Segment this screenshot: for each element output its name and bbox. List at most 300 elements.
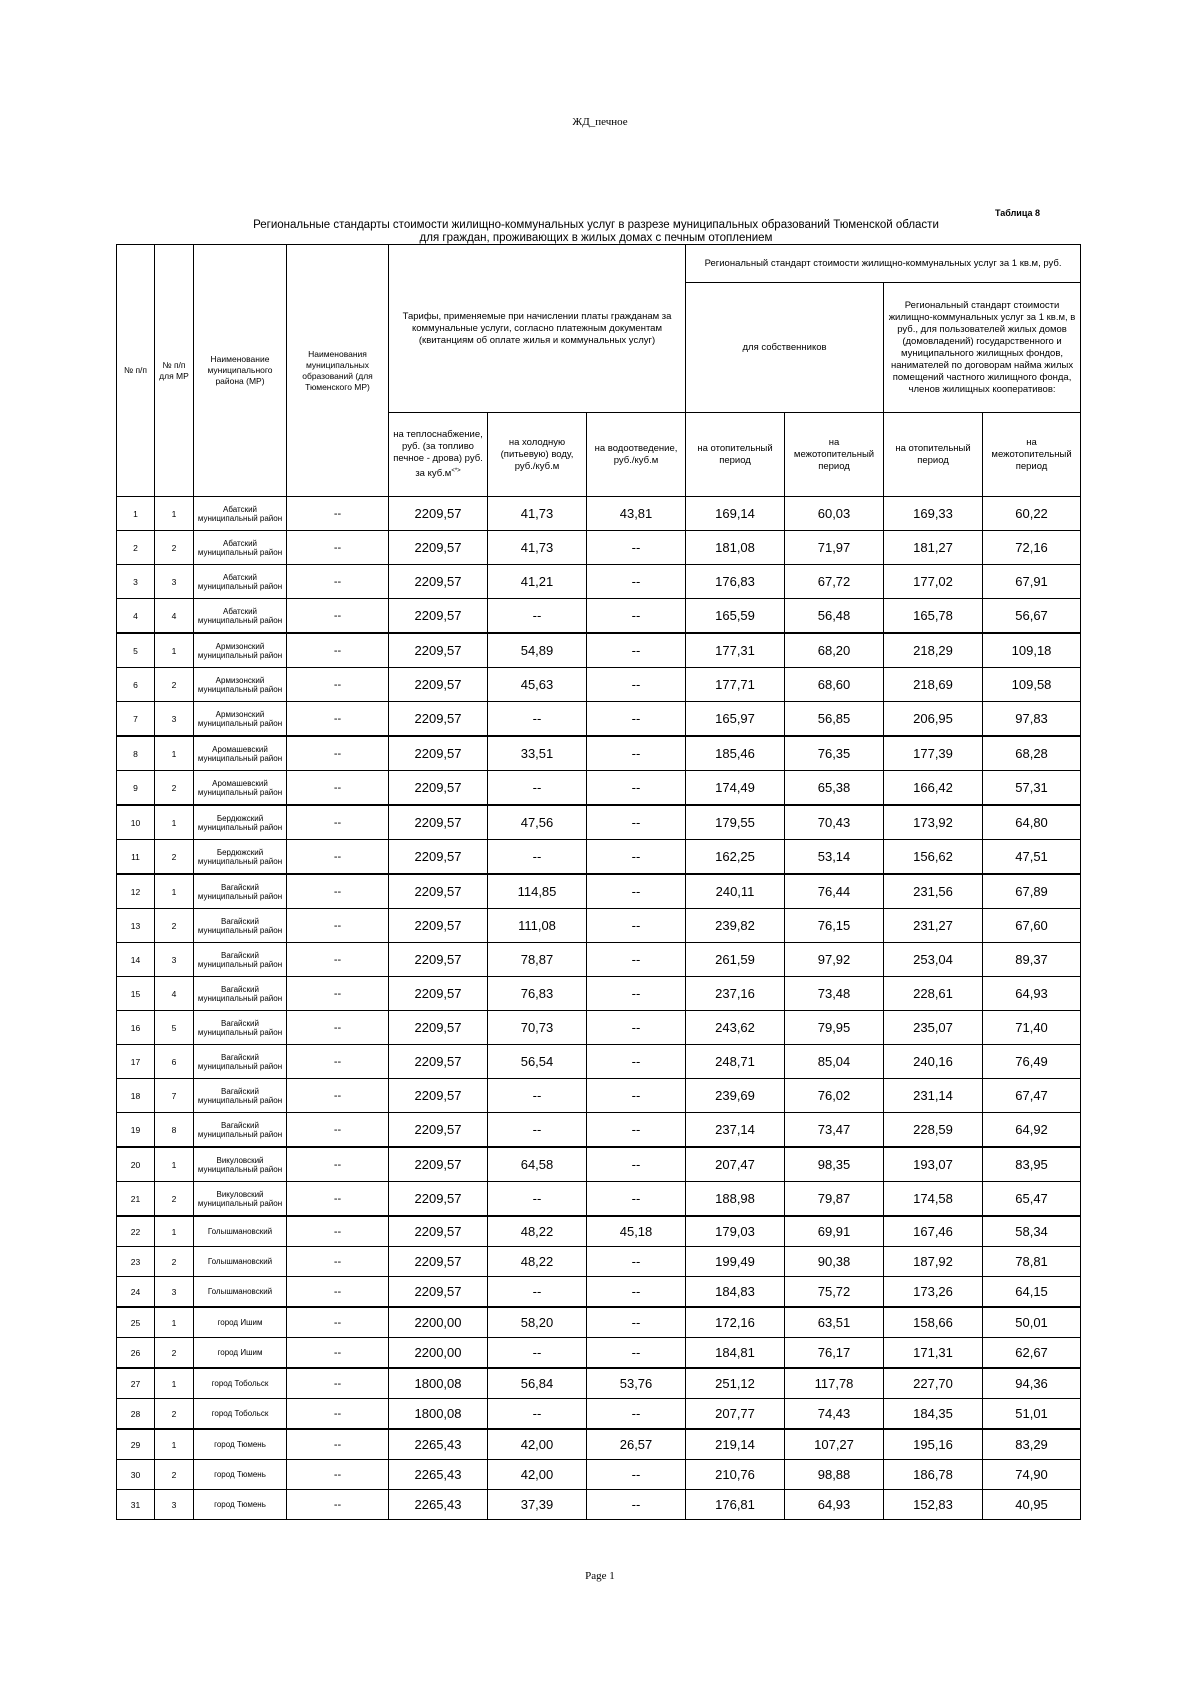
cell-heat-tariff: 2209,57 — [389, 1216, 488, 1247]
cell-district: город Тюмень — [194, 1429, 287, 1460]
cell-owners-non-heating: 76,44 — [785, 874, 884, 909]
cell-tenants-non-heating: 109,18 — [983, 633, 1081, 668]
cell-heat-tariff: 2209,57 — [389, 874, 488, 909]
cell-num: 6 — [117, 668, 155, 702]
cell-district: Абатский муниципальный район — [194, 497, 287, 531]
cell-cold-water-tariff: 56,54 — [488, 1045, 587, 1079]
cell-tenants-non-heating: 58,34 — [983, 1216, 1081, 1247]
cell-tenants-heating: 227,70 — [884, 1368, 983, 1399]
cell-cold-water-tariff: 64,58 — [488, 1147, 587, 1182]
cell-owners-non-heating: 69,91 — [785, 1216, 884, 1247]
cell-cold-water-tariff: -- — [488, 1338, 587, 1369]
cell-tenants-non-heating: 57,31 — [983, 771, 1081, 806]
cell-cold-water-tariff: 41,73 — [488, 497, 587, 531]
cell-owners-non-heating: 74,43 — [785, 1399, 884, 1430]
col-header-num-mr: № п/п для МР — [155, 245, 194, 497]
col-header-owners-non-heating: на межотопительный период — [785, 413, 884, 497]
cell-num: 3 — [117, 565, 155, 599]
cell-cold-water-tariff: 42,00 — [488, 1460, 587, 1490]
cell-owners-non-heating: 98,35 — [785, 1147, 884, 1182]
cell-municipality: -- — [287, 1045, 389, 1079]
table-row — [117, 1079, 1081, 1113]
cell-num: 13 — [117, 909, 155, 943]
cell-num: 12 — [117, 874, 155, 909]
cell-heat-tariff: 2209,57 — [389, 1045, 488, 1079]
cell-num: 30 — [117, 1460, 155, 1490]
cell-cold-water-tariff: 114,85 — [488, 874, 587, 909]
cell-cold-water-tariff: 58,20 — [488, 1307, 587, 1338]
cell-tenants-non-heating: 64,15 — [983, 1277, 1081, 1308]
cell-cold-water-tariff: -- — [488, 840, 587, 875]
cell-num-mr: 5 — [155, 1011, 194, 1045]
cell-drainage-tariff: -- — [587, 1247, 686, 1277]
cell-num-mr: 1 — [155, 1147, 194, 1182]
cell-num: 22 — [117, 1216, 155, 1247]
table-row — [117, 805, 1081, 840]
cell-heat-tariff: 2209,57 — [389, 771, 488, 806]
cell-heat-tariff: 2209,57 — [389, 531, 488, 565]
cell-tenants-non-heating: 72,16 — [983, 531, 1081, 565]
cell-heat-tariff: 2209,57 — [389, 1147, 488, 1182]
table-row — [117, 668, 1081, 702]
table-row — [117, 771, 1081, 806]
table-row — [117, 977, 1081, 1011]
table-row — [117, 1011, 1081, 1045]
cell-cold-water-tariff: 111,08 — [488, 909, 587, 943]
cell-heat-tariff: 2209,57 — [389, 943, 488, 977]
cell-owners-heating: 179,55 — [686, 805, 785, 840]
cell-cold-water-tariff: 37,39 — [488, 1490, 587, 1520]
cell-num-mr: 2 — [155, 668, 194, 702]
cell-heat-tariff: 2265,43 — [389, 1460, 488, 1490]
cell-heat-tariff: 2209,57 — [389, 497, 488, 531]
col-header-owners-heating: на отопительный период — [686, 413, 785, 497]
cell-district: Вагайский муниципальный район — [194, 1113, 287, 1148]
cell-owners-heating: 248,71 — [686, 1045, 785, 1079]
cell-num-mr: 1 — [155, 497, 194, 531]
cell-num: 5 — [117, 633, 155, 668]
cell-owners-non-heating: 76,15 — [785, 909, 884, 943]
cell-municipality: -- — [287, 1307, 389, 1338]
table-row — [117, 1147, 1081, 1182]
cell-num: 21 — [117, 1182, 155, 1217]
cell-cold-water-tariff: -- — [488, 1079, 587, 1113]
table-row — [117, 633, 1081, 668]
cell-district: город Ишим — [194, 1338, 287, 1369]
cell-municipality: -- — [287, 874, 389, 909]
cell-owners-non-heating: 68,60 — [785, 668, 884, 702]
cell-num-mr: 3 — [155, 1277, 194, 1308]
cell-owners-non-heating: 53,14 — [785, 840, 884, 875]
cell-num: 29 — [117, 1429, 155, 1460]
cell-drainage-tariff: -- — [587, 668, 686, 702]
cell-district: Голышмановский — [194, 1277, 287, 1308]
cell-owners-non-heating: 79,87 — [785, 1182, 884, 1217]
cell-num-mr: 2 — [155, 909, 194, 943]
cell-drainage-tariff: -- — [587, 977, 686, 1011]
table-row — [117, 1113, 1081, 1148]
cell-owners-heating: 188,98 — [686, 1182, 785, 1217]
col-header-district: Наименование муниципального района (МР) — [194, 245, 287, 497]
col-header-tariffs-group: Тарифы, применяемые при начислении платы гражданам за коммунальные услуги, согласно платежным документам (квитанциям об оплате жилья и коммунальных услуг) — [389, 245, 686, 413]
table-row — [117, 909, 1081, 943]
cell-num: 7 — [117, 702, 155, 737]
cell-num-mr: 8 — [155, 1113, 194, 1148]
cell-municipality: -- — [287, 1113, 389, 1148]
cell-district: Вагайский муниципальный район — [194, 1079, 287, 1113]
cell-num: 16 — [117, 1011, 155, 1045]
cell-cold-water-tariff: -- — [488, 599, 587, 634]
cell-drainage-tariff: -- — [587, 1460, 686, 1490]
cell-heat-tariff: 2209,57 — [389, 1011, 488, 1045]
cell-tenants-heating: 169,33 — [884, 497, 983, 531]
table-title-line-2: для граждан, проживающих в жилых домах с печным отоплением — [419, 232, 773, 244]
cell-tenants-non-heating: 64,92 — [983, 1113, 1081, 1148]
cell-tenants-non-heating: 109,58 — [983, 668, 1081, 702]
col-header-heat-label: на теплоснабжение, руб. (за топливо печное - дрова) руб. за куб.м — [393, 428, 483, 480]
cell-district: Голышмановский — [194, 1247, 287, 1277]
cell-municipality: -- — [287, 840, 389, 875]
cell-owners-heating: 261,59 — [686, 943, 785, 977]
cell-district: Вагайский муниципальный район — [194, 977, 287, 1011]
cell-num-mr: 2 — [155, 771, 194, 806]
table-row — [117, 531, 1081, 565]
cell-num: 4 — [117, 599, 155, 634]
cell-municipality: -- — [287, 1216, 389, 1247]
table-row — [117, 1045, 1081, 1079]
cell-tenants-non-heating: 64,93 — [983, 977, 1081, 1011]
cell-drainage-tariff: -- — [587, 702, 686, 737]
cell-num-mr: 2 — [155, 1338, 194, 1369]
cell-tenants-non-heating: 64,80 — [983, 805, 1081, 840]
cell-tenants-heating: 235,07 — [884, 1011, 983, 1045]
cell-tenants-heating: 152,83 — [884, 1490, 983, 1520]
cell-owners-heating: 199,49 — [686, 1247, 785, 1277]
cell-tenants-non-heating: 78,81 — [983, 1247, 1081, 1277]
cell-drainage-tariff: -- — [587, 874, 686, 909]
cell-owners-heating: 239,82 — [686, 909, 785, 943]
cell-cold-water-tariff: 56,84 — [488, 1368, 587, 1399]
page-footer: Page 1 — [585, 1570, 615, 1582]
cell-owners-heating: 237,16 — [686, 977, 785, 1011]
cell-num-mr: 7 — [155, 1079, 194, 1113]
cell-cold-water-tariff: 45,63 — [488, 668, 587, 702]
cell-tenants-heating: 228,61 — [884, 977, 983, 1011]
cell-tenants-heating: 184,35 — [884, 1399, 983, 1430]
cell-heat-tariff: 2209,57 — [389, 1182, 488, 1217]
cell-num: 14 — [117, 943, 155, 977]
table-title — [116, 219, 1076, 245]
table-row — [117, 1368, 1081, 1399]
table-row — [117, 599, 1081, 634]
cell-owners-non-heating: 56,48 — [785, 599, 884, 634]
cell-tenants-heating: 173,92 — [884, 805, 983, 840]
cell-owners-heating: 177,31 — [686, 633, 785, 668]
cell-tenants-non-heating: 97,83 — [983, 702, 1081, 737]
cell-num: 26 — [117, 1338, 155, 1369]
cell-drainage-tariff: 45,18 — [587, 1216, 686, 1247]
cell-district: Вагайский муниципальный район — [194, 943, 287, 977]
cell-drainage-tariff: -- — [587, 1182, 686, 1217]
table-row — [117, 1338, 1081, 1369]
cell-owners-heating: 207,47 — [686, 1147, 785, 1182]
col-header-tenants: Региональный стандарт стоимости жилищно-коммунальных услуг за 1 кв.м, в руб., для пользователей жилых домов (домовладений) государственного и муниципального жилищных фондов, нанимателей по договорам найма жилых помещений частного жилищного фонда, членов жилищных кооперативов: — [884, 283, 1081, 413]
cell-municipality: -- — [287, 702, 389, 737]
cell-cold-water-tariff: 54,89 — [488, 633, 587, 668]
cell-municipality: -- — [287, 1277, 389, 1308]
cell-drainage-tariff: -- — [587, 1307, 686, 1338]
cell-drainage-tariff: -- — [587, 1277, 686, 1308]
cell-tenants-heating: 231,27 — [884, 909, 983, 943]
cell-owners-non-heating: 85,04 — [785, 1045, 884, 1079]
cell-district: Голышмановский — [194, 1216, 287, 1247]
cell-tenants-heating: 240,16 — [884, 1045, 983, 1079]
cell-num: 19 — [117, 1113, 155, 1148]
cell-heat-tariff: 2209,57 — [389, 1113, 488, 1148]
cell-tenants-heating: 218,69 — [884, 668, 983, 702]
cell-owners-heating: 184,83 — [686, 1277, 785, 1308]
cell-owners-heating: 176,81 — [686, 1490, 785, 1520]
cell-tenants-non-heating: 50,01 — [983, 1307, 1081, 1338]
cell-district: Абатский муниципальный район — [194, 565, 287, 599]
cell-district: город Тобольск — [194, 1399, 287, 1430]
cell-tenants-non-heating: 67,89 — [983, 874, 1081, 909]
cell-district: Вагайский муниципальный район — [194, 909, 287, 943]
cell-num: 20 — [117, 1147, 155, 1182]
cell-heat-tariff: 2200,00 — [389, 1338, 488, 1369]
col-header-num: № п/п — [117, 245, 155, 497]
table-header — [117, 245, 1081, 497]
cell-num-mr: 1 — [155, 805, 194, 840]
cell-num: 24 — [117, 1277, 155, 1308]
cell-tenants-heating: 193,07 — [884, 1147, 983, 1182]
cell-tenants-non-heating: 68,28 — [983, 736, 1081, 771]
cell-tenants-heating: 165,78 — [884, 599, 983, 634]
cell-municipality: -- — [287, 1460, 389, 1490]
cell-cold-water-tariff: 33,51 — [488, 736, 587, 771]
cell-owners-heating: 210,76 — [686, 1460, 785, 1490]
table-title-line-1: Региональные стандарты стоимости жилищно-коммунальных услуг в разрезе муниципальных образований Тюменской области — [253, 219, 939, 231]
cell-owners-heating: 219,14 — [686, 1429, 785, 1460]
cell-owners-heating: 177,71 — [686, 668, 785, 702]
cell-owners-heating: 184,81 — [686, 1338, 785, 1369]
cell-cold-water-tariff: 70,73 — [488, 1011, 587, 1045]
cell-owners-non-heating: 68,20 — [785, 633, 884, 668]
cell-owners-heating: 181,08 — [686, 531, 785, 565]
cell-num: 8 — [117, 736, 155, 771]
cell-tenants-non-heating: 40,95 — [983, 1490, 1081, 1520]
cell-owners-non-heating: 63,51 — [785, 1307, 884, 1338]
document-file-label: ЖД_печное — [572, 116, 628, 128]
col-header-drainage: на водоотведение, руб./куб.м — [587, 413, 686, 497]
cell-district: Вагайский муниципальный район — [194, 874, 287, 909]
cell-drainage-tariff: -- — [587, 1147, 686, 1182]
cell-tenants-heating: 167,46 — [884, 1216, 983, 1247]
cell-owners-non-heating: 71,97 — [785, 531, 884, 565]
cell-district: город Ишим — [194, 1307, 287, 1338]
cell-num: 27 — [117, 1368, 155, 1399]
cell-tenants-non-heating: 83,29 — [983, 1429, 1081, 1460]
cell-tenants-heating: 231,56 — [884, 874, 983, 909]
cell-drainage-tariff: -- — [587, 1011, 686, 1045]
table-row — [117, 1490, 1081, 1520]
cell-tenants-heating: 158,66 — [884, 1307, 983, 1338]
cell-district: Вагайский муниципальный район — [194, 1045, 287, 1079]
cell-tenants-heating: 181,27 — [884, 531, 983, 565]
cell-municipality: -- — [287, 1429, 389, 1460]
cell-num: 11 — [117, 840, 155, 875]
cell-owners-non-heating: 76,02 — [785, 1079, 884, 1113]
cell-tenants-heating: 228,59 — [884, 1113, 983, 1148]
cell-district: Армизонский муниципальный район — [194, 702, 287, 737]
cell-num-mr: 2 — [155, 1247, 194, 1277]
cell-municipality: -- — [287, 1011, 389, 1045]
cell-drainage-tariff: -- — [587, 1490, 686, 1520]
cell-heat-tariff: 2209,57 — [389, 977, 488, 1011]
cell-municipality: -- — [287, 633, 389, 668]
cell-owners-heating: 240,11 — [686, 874, 785, 909]
cell-drainage-tariff: -- — [587, 1338, 686, 1369]
cell-tenants-non-heating: 89,37 — [983, 943, 1081, 977]
cell-cold-water-tariff: 48,22 — [488, 1216, 587, 1247]
cell-owners-non-heating: 107,27 — [785, 1429, 884, 1460]
cell-tenants-heating: 186,78 — [884, 1460, 983, 1490]
table-row — [117, 1399, 1081, 1430]
cell-owners-heating: 174,49 — [686, 771, 785, 806]
cell-owners-heating: 207,77 — [686, 1399, 785, 1430]
cell-tenants-non-heating: 47,51 — [983, 840, 1081, 875]
cell-municipality: -- — [287, 1399, 389, 1430]
cell-drainage-tariff: -- — [587, 1113, 686, 1148]
cell-district: Викуловский муниципальный район — [194, 1147, 287, 1182]
cell-owners-non-heating: 73,47 — [785, 1113, 884, 1148]
cell-drainage-tariff: 43,81 — [587, 497, 686, 531]
cell-owners-non-heating: 56,85 — [785, 702, 884, 737]
table-row — [117, 1429, 1081, 1460]
cell-num-mr: 4 — [155, 977, 194, 1011]
cell-num: 2 — [117, 531, 155, 565]
cell-tenants-heating: 177,39 — [884, 736, 983, 771]
cell-owners-heating: 179,03 — [686, 1216, 785, 1247]
cell-tenants-non-heating: 76,49 — [983, 1045, 1081, 1079]
cell-municipality: -- — [287, 1247, 389, 1277]
cell-heat-tariff: 2209,57 — [389, 633, 488, 668]
cell-cold-water-tariff: -- — [488, 1399, 587, 1430]
cell-municipality: -- — [287, 736, 389, 771]
cell-num-mr: 1 — [155, 1216, 194, 1247]
table-row — [117, 497, 1081, 531]
cell-cold-water-tariff: -- — [488, 1113, 587, 1148]
cell-tenants-heating: 187,92 — [884, 1247, 983, 1277]
table-row — [117, 565, 1081, 599]
cell-heat-tariff: 2209,57 — [389, 1079, 488, 1113]
cell-num-mr: 1 — [155, 633, 194, 668]
cell-num-mr: 2 — [155, 1182, 194, 1217]
cell-cold-water-tariff: -- — [488, 702, 587, 737]
cell-heat-tariff: 2209,57 — [389, 805, 488, 840]
cell-municipality: -- — [287, 1368, 389, 1399]
cell-num-mr: 4 — [155, 599, 194, 634]
col-header-cold-water: на холодную (питьевую) воду, руб./куб.м — [488, 413, 587, 497]
cell-owners-non-heating: 64,93 — [785, 1490, 884, 1520]
cell-heat-tariff: 1800,08 — [389, 1368, 488, 1399]
cell-heat-tariff: 2209,57 — [389, 736, 488, 771]
cell-num: 31 — [117, 1490, 155, 1520]
col-header-regional-group: Региональный стандарт стоимости жилищно-коммунальных услуг за 1 кв.м, руб. — [686, 245, 1081, 283]
cell-num: 1 — [117, 497, 155, 531]
cell-tenants-non-heating: 51,01 — [983, 1399, 1081, 1430]
cell-tenants-heating: 218,29 — [884, 633, 983, 668]
cell-num-mr: 2 — [155, 531, 194, 565]
table-row — [117, 874, 1081, 909]
table-row — [117, 1182, 1081, 1217]
cell-drainage-tariff: -- — [587, 599, 686, 634]
cell-num-mr: 1 — [155, 1307, 194, 1338]
table-row — [117, 1247, 1081, 1277]
cell-municipality: -- — [287, 1490, 389, 1520]
table-body — [117, 497, 1081, 1520]
cell-tenants-heating: 173,26 — [884, 1277, 983, 1308]
cell-tenants-heating: 177,02 — [884, 565, 983, 599]
cell-owners-non-heating: 117,78 — [785, 1368, 884, 1399]
cell-owners-heating: 239,69 — [686, 1079, 785, 1113]
table-row — [117, 1216, 1081, 1247]
table-row — [117, 1460, 1081, 1490]
cell-cold-water-tariff: 47,56 — [488, 805, 587, 840]
cell-owners-non-heating: 67,72 — [785, 565, 884, 599]
cell-tenants-heating: 166,42 — [884, 771, 983, 806]
cell-tenants-heating: 195,16 — [884, 1429, 983, 1460]
cell-num-mr: 3 — [155, 702, 194, 737]
cell-district: город Тюмень — [194, 1490, 287, 1520]
cell-cold-water-tariff: -- — [488, 1182, 587, 1217]
cell-num: 25 — [117, 1307, 155, 1338]
cell-num-mr: 2 — [155, 840, 194, 875]
cell-heat-tariff: 2209,57 — [389, 702, 488, 737]
cell-num: 9 — [117, 771, 155, 806]
cell-num-mr: 1 — [155, 874, 194, 909]
col-header-tenants-non-heating: на межотопительный период — [983, 413, 1081, 497]
cell-drainage-tariff: -- — [587, 909, 686, 943]
cell-district: Вагайский муниципальный район — [194, 1011, 287, 1045]
cell-tenants-non-heating: 62,67 — [983, 1338, 1081, 1369]
cell-owners-heating: 243,62 — [686, 1011, 785, 1045]
cell-num: 17 — [117, 1045, 155, 1079]
cell-num: 18 — [117, 1079, 155, 1113]
cell-owners-heating: 176,83 — [686, 565, 785, 599]
cell-tenants-non-heating: 56,67 — [983, 599, 1081, 634]
cell-cold-water-tariff: -- — [488, 771, 587, 806]
cell-district: Абатский муниципальный район — [194, 531, 287, 565]
cell-district: Бердюжский муниципальный район — [194, 805, 287, 840]
cell-district: Бердюжский муниципальный район — [194, 840, 287, 875]
cell-cold-water-tariff: -- — [488, 1277, 587, 1308]
cell-owners-non-heating: 90,38 — [785, 1247, 884, 1277]
cell-tenants-heating: 174,58 — [884, 1182, 983, 1217]
cell-drainage-tariff: -- — [587, 943, 686, 977]
cell-heat-tariff: 2209,57 — [389, 599, 488, 634]
cell-cold-water-tariff: 41,73 — [488, 531, 587, 565]
cell-municipality: -- — [287, 668, 389, 702]
cell-owners-heating: 165,97 — [686, 702, 785, 737]
cell-owners-heating: 237,14 — [686, 1113, 785, 1148]
cell-num-mr: 1 — [155, 1368, 194, 1399]
cell-num-mr: 1 — [155, 736, 194, 771]
cell-heat-tariff: 2265,43 — [389, 1429, 488, 1460]
cell-tenants-non-heating: 65,47 — [983, 1182, 1081, 1217]
cell-heat-tariff: 2209,57 — [389, 1247, 488, 1277]
cell-num-mr: 6 — [155, 1045, 194, 1079]
